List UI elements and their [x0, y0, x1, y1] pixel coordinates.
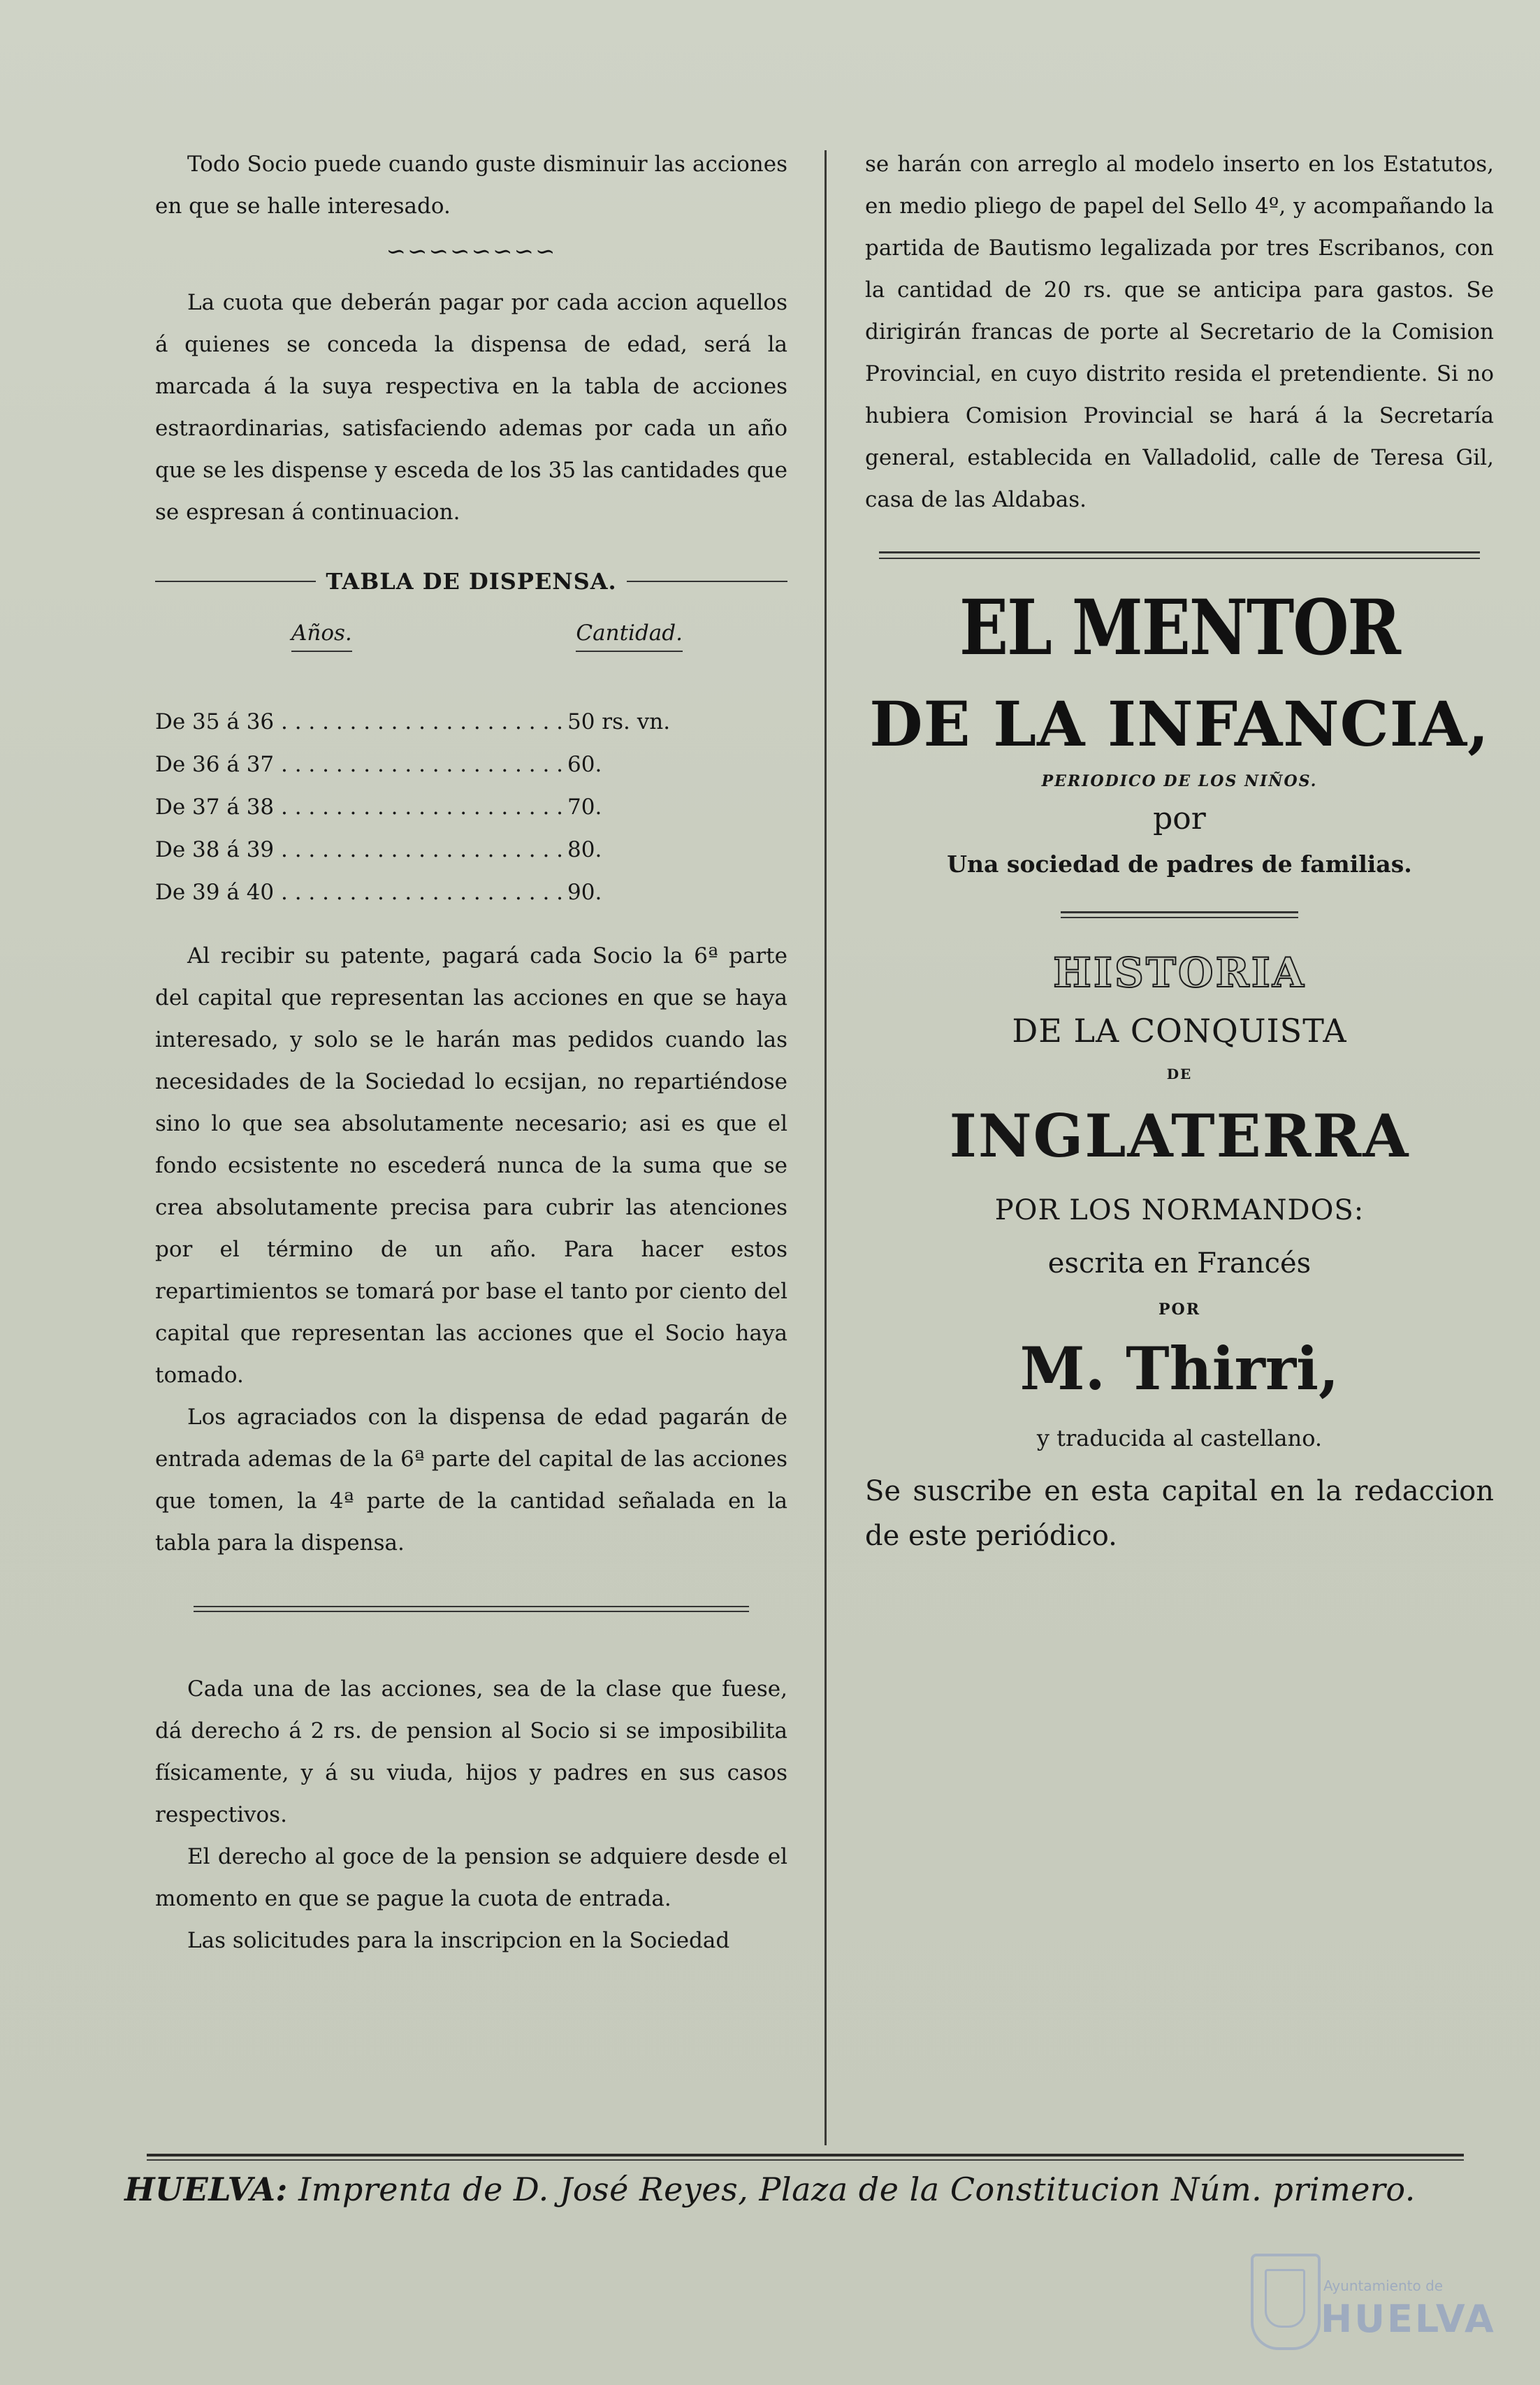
- ad-de: DE: [1166, 1066, 1193, 1082]
- archive-watermark: [1251, 2254, 1496, 2372]
- paragraph-disminuir: Todo Socio puede cuando guste disminuir las acciones en que se halle interesado.: [155, 152, 787, 219]
- column-divider: [825, 150, 827, 2145]
- paragraph-pension: Cada una de las acciones, sea de la clase que fuese, dá derecho á 2 rs. de pension al Socio si se imposibilita físicamente, y á su viuda, hijos y padres en sus casos respectivos.: [155, 1676, 787, 1827]
- advertisement: [865, 583, 1494, 1558]
- watermark-big-text: HUELVA: [1321, 2297, 1496, 2341]
- table-row: [155, 701, 787, 744]
- row-amount: 70.: [567, 795, 602, 820]
- ad-subtitle: PERIODICO DE LOS NIÑOS.: [1041, 772, 1318, 790]
- ad-historia: HISTORIA: [1053, 949, 1306, 996]
- table-row: [155, 786, 787, 829]
- table-body: [155, 701, 787, 914]
- row-years: De 37 á 38 . . .: [155, 786, 567, 829]
- table-row: [155, 744, 787, 786]
- row-amount: 90.: [567, 880, 602, 905]
- paragraph-estatutos: se harán con arreglo al modelo inserto en los Estatutos, en medio pliego de papel del Sello 4º, y acompañando la partida de Bautismo legalizada por tres Escribanos, con la cantidad de 20 rs. que se anticipa para gastos. Se dirigirán francas de porte al Secretario de la Comision Provincial, en cuyo distrito resida el pretendiente. Si no hubiera Comision Provincial se hará á la Secretaría general, establecida en Valladolid, calle de Teresa Gil, casa de las Aldabas.: [865, 152, 1494, 512]
- ad-conquista: DE LA CONQUISTA: [1012, 1012, 1347, 1050]
- short-double-rule: [1061, 911, 1298, 918]
- table-row: [155, 829, 787, 871]
- row-years: De 38 á 39 . . .: [155, 829, 567, 871]
- row-amount: 80.: [567, 837, 602, 862]
- ad-por-small: POR: [1158, 1300, 1200, 1319]
- paragraph-patente: Al recibir su patente, pagará cada Socio la 6ª parte del capital que representan las acciones en que se haya interesado, y solo se le harán mas pedidos cuando las necesidades de la Sociedad lo ecsijan, no repartiéndose sino lo que sea absolutamente necesario; asi es que el fondo ecsistente no escederá nunca de la suma que se crea absolutamente precisa para cubrir las atenciones por el término de un año. Para hacer estos repartimientos se tomará por base el tanto por ciento del capital que representan las acciones que el Socio haya tomado.: [155, 943, 787, 1388]
- paragraph-agraciados: Los agraciados con la dispensa de edad pagarán de entrada ademas de la 6ª parte del capital de las acciones que tomen, la 4ª parte de la cantidad señalada en la tabla para la dispensa.: [155, 1405, 787, 1556]
- paragraph-cuota: La cuota que deberán pagar por cada accion aquellos á quienes se conceda la dispensa de edad, será la marcada á la suya respectiva en la tabla de acciones estraordinarias, satisfaciendo ademas por cada un año que se les dispense y esceda de los 35 las cantidades que se espresan á continuacion.: [155, 290, 787, 525]
- header-years: Años.: [291, 616, 352, 652]
- watermark-small-text: Ayuntamiento de: [1323, 2277, 1444, 2294]
- table-title-text: TABLA DE DISPENSA.: [326, 568, 617, 595]
- header-amount: Cantidad.: [576, 616, 683, 652]
- imprint-rule: [147, 2154, 1464, 2156]
- table-title: [155, 568, 787, 595]
- double-rule-separator: [879, 551, 1480, 559]
- row-years: De 36 á 37 . . .: [155, 744, 567, 786]
- imprint-city: HUELVA:: [124, 2170, 288, 2208]
- ad-author: M. Thirri,: [1019, 1334, 1339, 1403]
- ad-society: Una sociedad de padres de familias.: [947, 850, 1412, 878]
- paragraph-derecho: El derecho al goce de la pension se adquiere desde el momento en que se pague la cuota de entrada.: [155, 1844, 787, 1911]
- ad-por: por: [1153, 801, 1206, 836]
- right-column: [865, 143, 1494, 1558]
- ad-title-mentor: EL MENTOR: [959, 583, 1400, 672]
- left-column: [155, 143, 787, 1962]
- imprint-text: Imprenta de D. José Reyes, Plaza de la Constitucion Núm. primero.: [298, 2170, 1416, 2208]
- table-row: [155, 871, 787, 914]
- imprint-rule-thin: [147, 2159, 1464, 2161]
- ad-normandos: POR LOS NORMANDOS:: [994, 1194, 1365, 1226]
- shield-icon: [1251, 2254, 1321, 2350]
- paragraph-solicitudes: Las solicitudes para la inscripcion en la Sociedad: [187, 1928, 730, 1953]
- row-amount: 50 rs. vn.: [567, 709, 671, 734]
- ad-inglaterra: INGLATERRA: [949, 1101, 1410, 1170]
- ad-traducida: y traducida al castellano.: [1036, 1425, 1323, 1451]
- title-rule-right: [627, 581, 787, 582]
- title-rule-left: [155, 581, 316, 582]
- ad-escrita: escrita en Francés: [1047, 1247, 1312, 1280]
- table-header: [155, 616, 787, 652]
- ornament-divider: ∽∽∽∽∽∽∽∽: [386, 238, 557, 266]
- imprint-line: [0, 2165, 1540, 2214]
- row-years: De 35 á 36 . . .: [155, 701, 567, 744]
- ad-title-infancia: DE LA INFANCIA,: [869, 688, 1490, 760]
- row-amount: 60.: [567, 752, 602, 777]
- row-years: De 39 á 40 . . .: [155, 871, 567, 914]
- double-rule-separator: [194, 1606, 749, 1612]
- ad-suscribe: Se suscribe en esta capital en la redaccion de este periódico.: [865, 1475, 1494, 1552]
